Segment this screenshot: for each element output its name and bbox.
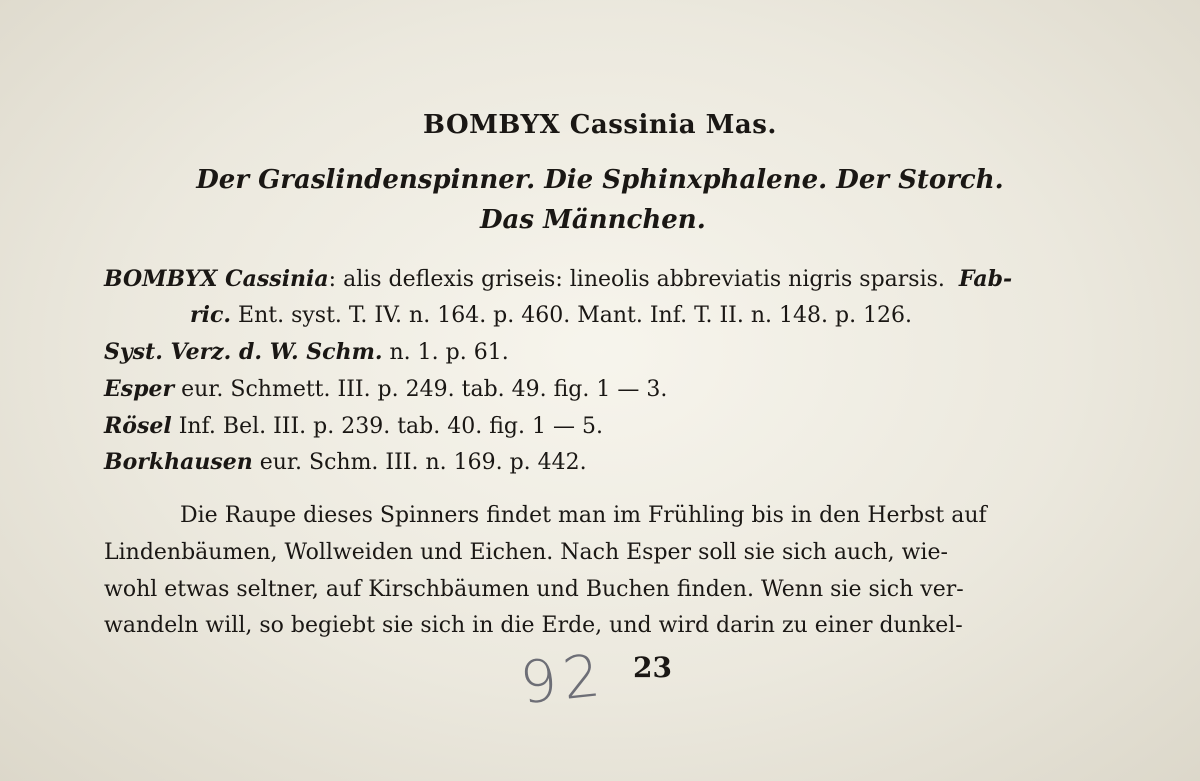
reference-author: Rösel: [104, 413, 172, 439]
reference-author: ric.: [190, 302, 232, 328]
reference-text: Ent. syst. T. IV. n. 164. p. 460. Mant. Inf. T. II. n. 148. p. 126.: [231, 303, 913, 328]
reference-author: Esper: [104, 376, 175, 402]
reference-line: [104, 449, 587, 475]
body-text-line: Lindenbäumen, Wollweiden und Eichen. Nach Esper soll sie sich auch, wie-: [104, 540, 948, 565]
reference-author: Borkhausen: [104, 449, 253, 475]
reference-tail: Fab-: [958, 266, 1013, 292]
reference-line: [190, 302, 912, 328]
reference-line: [104, 376, 667, 402]
reference-text: eur. Schm. III. n. 169. p. 442.: [252, 450, 587, 475]
body-text-line: wandeln will, so begiebt sie sich in die Erde, und wird darin zu einer dunkel-: [104, 613, 963, 638]
reference-line: [104, 266, 1012, 292]
reference-author: BOMBYX Cassinia: [104, 266, 329, 292]
reference-author: Syst. Verz. d. W. Schm.: [104, 339, 383, 365]
handwritten-note: 92: [516, 640, 610, 718]
page-title: BOMBYX Cassinia Mas.: [423, 110, 777, 140]
reference-text: n. 1. p. 61.: [382, 340, 509, 365]
body-text-line: Die Raupe dieses Spinners findet man im Frühling bis in den Herbst auf: [180, 503, 987, 528]
reference-line: [104, 413, 603, 439]
subtitle-line-2: Das Männchen.: [480, 205, 706, 235]
page-number: 23: [633, 651, 672, 684]
reference-text: : alis deflexis griseis: lineolis abbreviatis nigris sparsis.: [328, 267, 945, 292]
reference-text: Inf. Bel. III. p. 239. tab. 40. fig. 1 — 5.: [171, 414, 603, 439]
body-text-line: wohl etwas seltner, auf Kirschbäumen und Buchen finden. Wenn sie sich ver-: [104, 577, 964, 602]
reference-text: eur. Schmett. III. p. 249. tab. 49. fig. 1 — 3.: [174, 377, 668, 402]
reference-line: [104, 339, 509, 365]
subtitle-line-1: Der Graslindenspinner. Die Sphinxphalene. Der Storch.: [196, 165, 1004, 195]
